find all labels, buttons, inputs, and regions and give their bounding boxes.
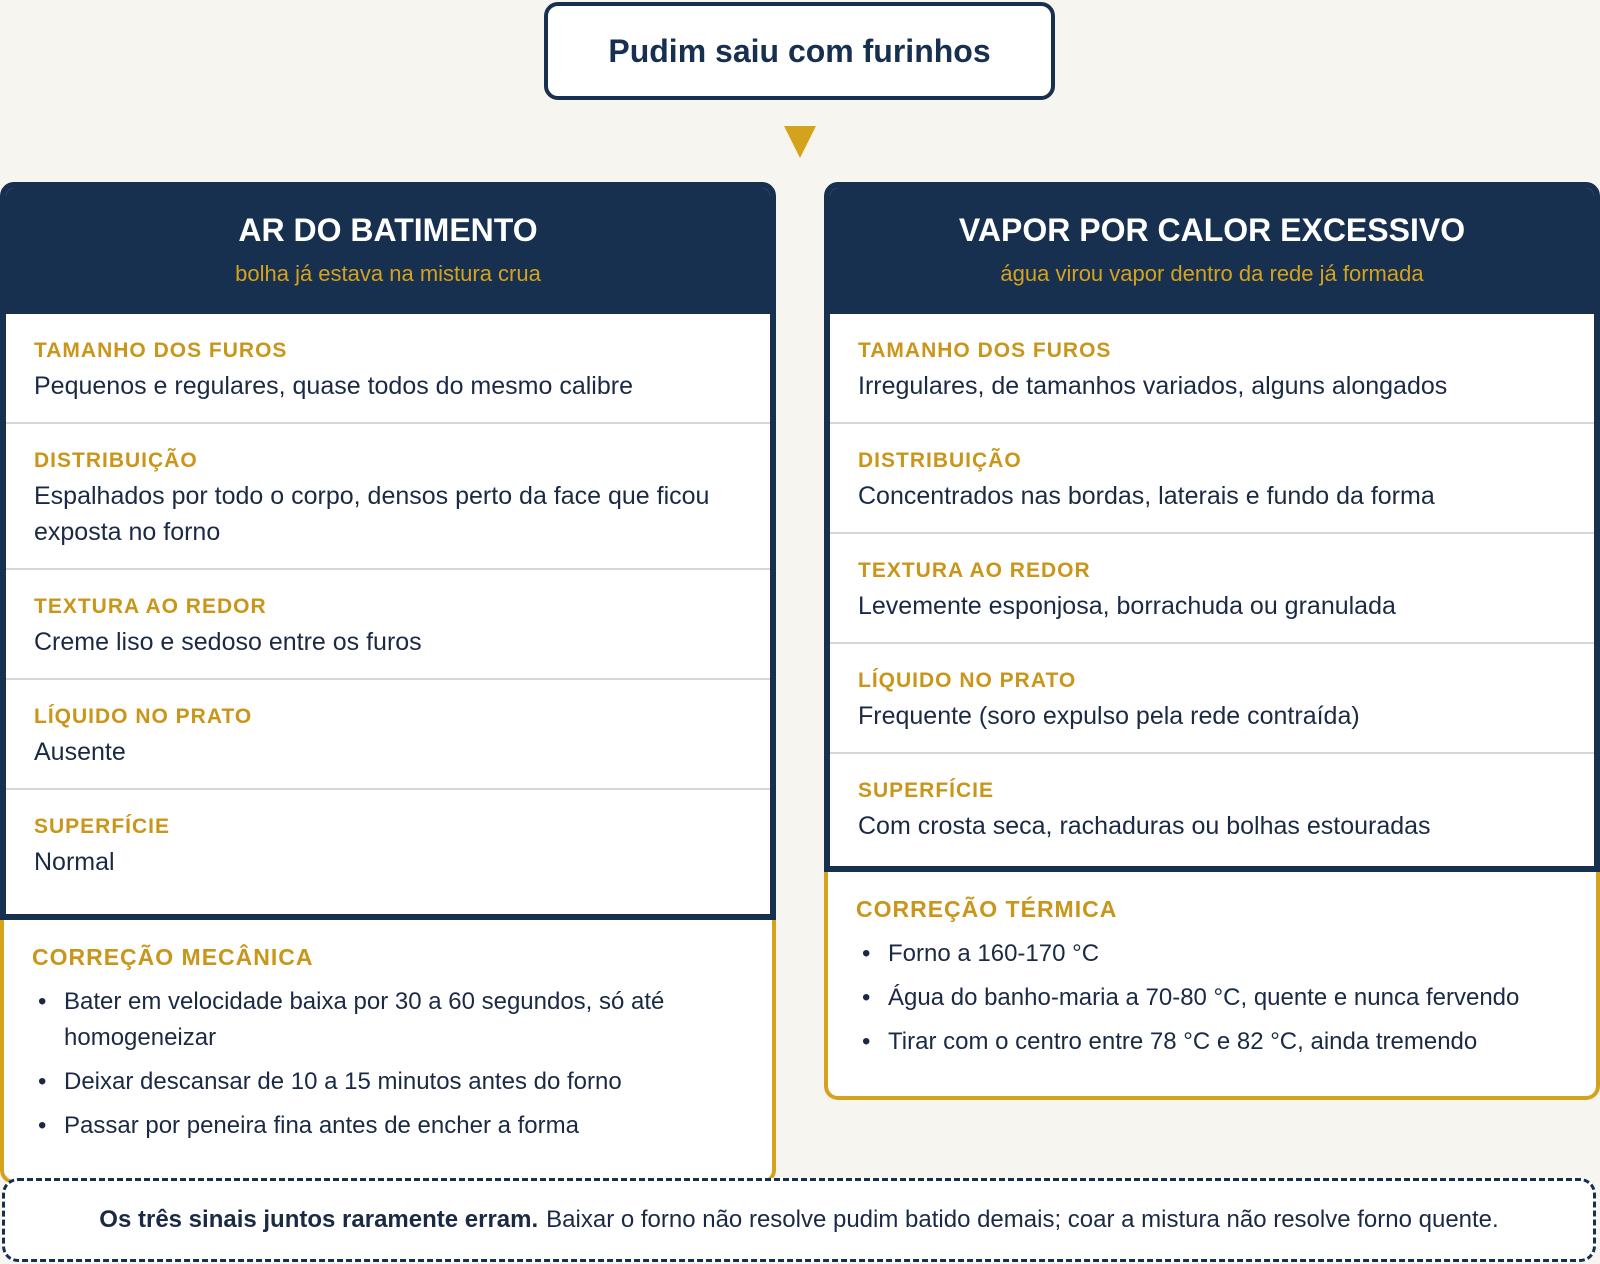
symptom-label: LÍQUIDO NO PRATO <box>34 705 253 728</box>
symptom-row <box>830 644 1594 754</box>
correction-box-thermal <box>824 872 1600 1100</box>
cause-card-air-main <box>0 182 776 920</box>
symptom-label: DISTRIBUIÇÃO <box>34 449 198 472</box>
cause-card-title: AR DO BATIMENTO <box>238 212 538 248</box>
cause-card-subtitle: bolha já estava na mistura crua <box>235 261 541 286</box>
symptom-label: TAMANHO DOS FUROS <box>858 339 1112 362</box>
symptom-label: DISTRIBUIÇÃO <box>858 449 1022 472</box>
symptom-row <box>6 424 770 570</box>
symptom-label: TAMANHO DOS FUROS <box>34 339 288 362</box>
symptom-row <box>830 534 1594 644</box>
symptom-row <box>6 570 770 680</box>
cause-card-steam-header <box>830 188 1594 314</box>
correction-list <box>32 984 744 1144</box>
symptom-label: SUPERFÍCIE <box>34 815 171 838</box>
symptom-text: Creme liso e sedoso entre os furos <box>34 628 422 656</box>
symptom-text: Ausente <box>34 738 126 766</box>
correction-item: • Tirar com o centro entre 78 °C e 82 °C, ainda tremendo <box>856 1024 1568 1060</box>
symptom-label: LÍQUIDO NO PRATO <box>858 669 1077 692</box>
symptom-text: Frequente (soro expulso pela rede contraída) <box>858 702 1360 730</box>
symptom-label: SUPERFÍCIE <box>858 779 995 802</box>
symptom-label: TEXTURA AO REDOR <box>858 559 1091 582</box>
footer-note-bold: Os três sinais juntos raramente erram. <box>99 1206 539 1233</box>
correction-box-mechanical <box>0 920 776 1184</box>
problem-title: Pudim saiu com furinhos <box>608 32 991 69</box>
cause-card-subtitle: água virou vapor dentro da rede já formada <box>1000 261 1424 286</box>
problem-title-box <box>544 2 1055 100</box>
symptom-text: Espalhados por todo o corpo, densos perto da face que ficou exposta no forno <box>34 482 710 546</box>
correction-label: CORREÇÃO TÉRMICA <box>856 896 1118 922</box>
symptom-text: Normal <box>34 848 115 876</box>
symptom-text: Irregulares, de tamanhos variados, alguns alongados <box>858 372 1448 400</box>
symptom-text: Levemente esponjosa, borrachuda ou granulada <box>858 592 1396 620</box>
cause-card-air-header <box>6 188 770 314</box>
correction-label: CORREÇÃO MECÂNICA <box>32 944 314 970</box>
cause-card-steam-main <box>824 182 1600 872</box>
symptom-text: Concentrados nas bordas, laterais e fundo da forma <box>858 482 1435 510</box>
correction-item: • Deixar descansar de 10 a 15 minutos antes do forno <box>32 1064 744 1100</box>
correction-item: • Forno a 160-170 °C <box>856 936 1568 972</box>
correction-item: • Bater em velocidade baixa por 30 a 60 segundos, só até homogeneizar <box>32 984 744 1056</box>
symptom-text: Com crosta seca, rachaduras ou bolhas estouradas <box>858 812 1431 840</box>
down-arrow-icon <box>784 126 816 158</box>
symptom-row <box>830 424 1594 534</box>
correction-list <box>856 936 1568 1060</box>
correction-item: • Passar por peneira fina antes de encher a forma <box>32 1108 744 1144</box>
symptom-row <box>6 790 770 914</box>
correction-item: • Água do banho-maria a 70-80 °C, quente e nunca fervendo <box>856 980 1568 1016</box>
symptom-text: Pequenos e regulares, quase todos do mesmo calibre <box>34 372 633 400</box>
footer-note <box>2 1178 1596 1262</box>
symptom-row <box>830 314 1594 424</box>
symptom-row <box>6 680 770 790</box>
cause-card-air <box>0 182 776 1184</box>
footer-note-text: Baixar o forno não resolve pudim batido demais; coar a mistura não resolve forno quente. <box>546 1206 1499 1233</box>
cause-card-title: VAPOR POR CALOR EXCESSIVO <box>958 212 1466 248</box>
symptom-row <box>830 754 1594 866</box>
symptom-row <box>6 314 770 424</box>
cause-card-steam <box>824 182 1600 1100</box>
symptom-label: TEXTURA AO REDOR <box>34 595 267 618</box>
